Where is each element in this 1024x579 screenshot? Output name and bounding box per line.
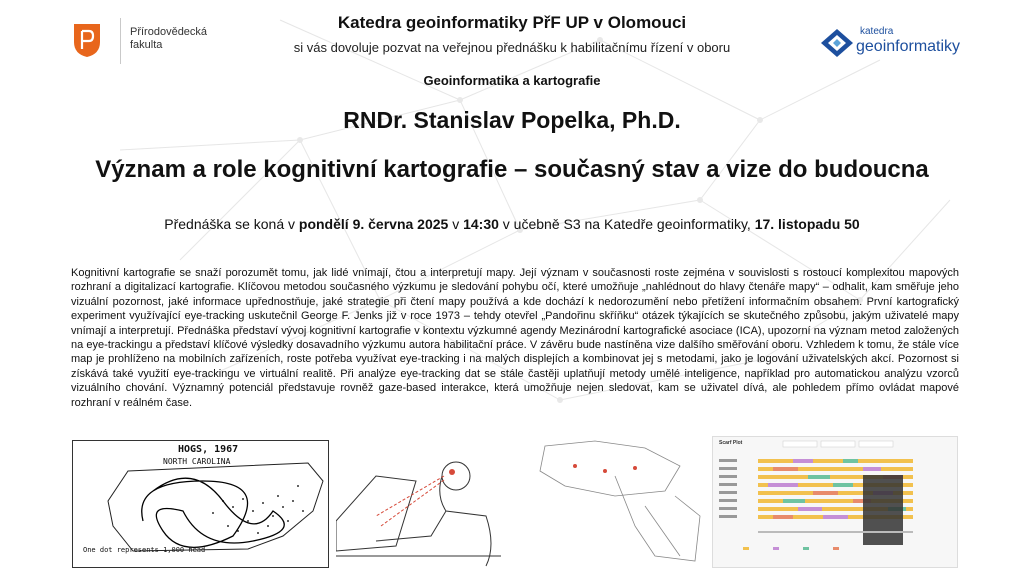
map-state-label: NORTH CAROLINA <box>163 457 231 466</box>
lecture-details <box>0 216 1024 232</box>
department-title: Katedra geoinformatiky PřF UP v Olomouci <box>337 13 687 32</box>
map-caption: One dot represents 1,000 head <box>83 546 206 554</box>
scarf-plot-title: Scarf Plot <box>719 440 743 446</box>
lecture-time: 14:30 <box>463 216 499 232</box>
lecture-date: pondělí 9. června 2025 <box>298 216 449 232</box>
lecture-title: Význam a role kognitivní kartografie – současný stav a vize do budoucna <box>95 156 929 183</box>
kg-big-text: geoinformatiky <box>856 38 961 55</box>
scarf-plot-screenshot <box>712 436 958 568</box>
czech-map-sketch <box>505 436 705 568</box>
details-text-3: v učebně S3 na Katedře geoinformatiky, <box>498 216 755 232</box>
map-title: HOGS, 1967 <box>178 444 239 455</box>
faculty-line-1: Přírodovědecká <box>130 26 208 38</box>
kg-small-text: katedra <box>860 26 894 37</box>
lecture-address: 17. listopadu 50 <box>754 216 860 232</box>
speaker-name: RNDr. Stanislav Popelka, Ph.D. <box>343 107 681 133</box>
katedra-geoinformatiky-wordmark <box>856 26 960 56</box>
abstract-paragraph: Kognitivní kartografie se snaží porozumět tomu, jak lidé vnímají, čtou a interpretují mapy. Její význam v současnosti roste zejména v souvislosti s rostoucí komplexitou mapových rozhraní a digitalizací kartografie. Klíčovou metodou současného výzkumu je sledování pohybu očí, které umožňuje „nahlédnout do hlavy čtenáře mapy“ – odhalit, kam směřuje jeho vizuální pozornost, jaké informace upřednostňuje, jaké strategie při čtení mapy používá a kde dochází k nedorozumění nebo přetížení informačním obsahem. První kartografický experiment využívající eye-tracking uskutečnil George F. Jenks již v roce 1973 – tehdy otevřel „Pandořinu skříňku“ otázek týkajících se skutečného způsobu, jakým uživatelé mapy vnímají a interpretují. Přednáška představí vývoj kognitivní kartografie v kontextu výzkumné agendy Mezinárodní kartografické asociace (ICA), upozorní na význam metod založených na eye-trackingu a představí klíčové výsledky dosavadního výzkumu autora habilitační práce. V závěru bude nastíněna vize dalšího směřování oboru. Vzhledem k tomu, že stále více map je prohlíženo na mobilních zařízeních, roste potřeba využívat eye-tracking i na malých displejích a kombinovat jej s metodami, jako je logování uživatelských akcí. Pozornost si získává také využití eye-trackingu ve virtuální realitě. Při analýze eye-tracking dat se stále častěji uplatňují metody umělé inteligence, například pro automatickou analýzu vzorců vizuálního chování. Významný potenciál představuje rovněž gaze-based interakce, která umožňuje nejen sledovat, kam se uživatel dívá, ale pohledem přímo ovládat mapové rozhraní v reálném čase. <box>71 267 959 409</box>
eye-tracking-user-sketch <box>336 436 501 568</box>
faculty-line-2: fakulta <box>130 39 163 51</box>
field-of-study: Geoinformatika a kartografie <box>423 73 601 88</box>
details-text-1: Přednáška se koná v <box>164 216 299 232</box>
header <box>0 0 1024 80</box>
scarf-plot-bars <box>713 437 959 569</box>
details-text-2: v <box>448 216 464 232</box>
invitation-text: si vás dovoluje pozvat na veřejnou přednášku k habilitačnímu řízení v oboru <box>293 40 731 55</box>
katedra-geoinformatiky-logo-icon <box>820 28 854 58</box>
hogs-dot-map-image <box>72 440 329 568</box>
illustration-strip <box>0 432 1024 572</box>
